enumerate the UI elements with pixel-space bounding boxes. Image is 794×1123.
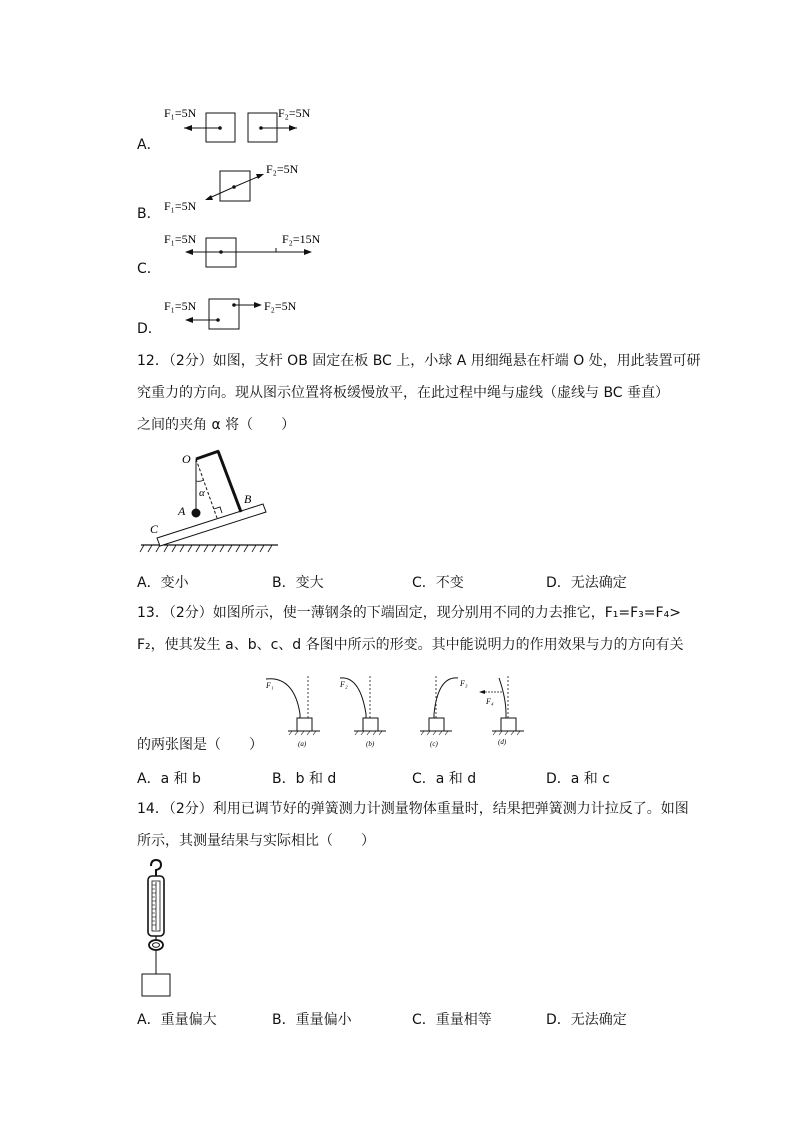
svg-text:F₂=15N: F₂=15N (282, 232, 321, 246)
q12-label-b: B (244, 492, 252, 506)
svg-text:(c): (c) (430, 740, 438, 748)
q11-option-d-diagram (160, 293, 330, 338)
svg-text:F₁=5N: F₁=5N (164, 299, 197, 313)
svg-text:F₁=5N: F₁=5N (164, 199, 197, 213)
q14-option-a[interactable]: A．重量偏大 (137, 1012, 217, 1028)
q11-option-d-letter: D． (137, 321, 162, 337)
q13-fig-a (265, 676, 320, 748)
q12-label-o: O (182, 452, 191, 466)
q13-option-b[interactable]: B．b 和 d (272, 771, 337, 787)
q11-option-b-diagram (160, 158, 330, 218)
svg-text:F₁=5N: F₁=5N (164, 232, 197, 246)
q14-option-d[interactable]: D．无法确定 (546, 1012, 627, 1028)
q12-option-c[interactable]: C．不变 (412, 575, 464, 591)
q13-fig-d (479, 676, 524, 746)
q14-stem-line-2: 所示，其测量结果与实际相比（ ） (137, 833, 375, 849)
q14-stem-line-1: 14．（2分）利用已调节好的弹簧测力计测量物体重量时，结果把弹簧测力计拉反了。如图 (137, 801, 689, 817)
q12-stem-line-3: 之间的夹角 α 将（ ） (137, 417, 296, 433)
q11-option-c-letter: C． (137, 261, 161, 277)
svg-text:F₄: F₄ (486, 697, 494, 706)
q12-option-a[interactable]: A．变小 (137, 575, 189, 591)
q14-spring-scale-figure (138, 858, 183, 1000)
q13-option-c[interactable]: C．a 和 d (412, 771, 477, 787)
q13-stem-line-2: F₂，使其发生 a、b、c、d 各图中所示的形变。其中能说明力的作用效果与力的方向有关 (137, 637, 684, 653)
q13-option-d[interactable]: D．a 和 c (546, 771, 610, 787)
q14-option-c[interactable]: C．重量相等 (412, 1012, 492, 1028)
q13-stem-line-3: 的两张图是（ ） (137, 737, 263, 753)
q12-label-a: A (178, 504, 186, 518)
q11-option-c-diagram (160, 226, 360, 274)
q12-option-d[interactable]: D．无法确定 (546, 575, 627, 591)
svg-text:(b): (b) (366, 740, 375, 748)
svg-text:F₂: F₂ (340, 680, 348, 689)
q11-option-a-diagram (160, 100, 330, 150)
q12-stem-line-2: 究重力的方向。现从图示位置将板缓慢放平，在此过程中绳与虚线（虚线与 BC 垂直） (137, 385, 670, 401)
q12-label-alpha: α (199, 487, 205, 499)
svg-text:F₂=5N: F₂=5N (264, 299, 297, 313)
svg-text:F₂=5N: F₂=5N (266, 162, 299, 176)
q11-a-f2-label: F₂=5N (278, 106, 311, 120)
q13-fig-b (339, 676, 386, 748)
q13-force-relation: F₁=F₃=F₄> (604, 605, 681, 621)
q13-option-a[interactable]: A．a 和 b (137, 771, 201, 787)
q11-option-a-letter: A． (137, 137, 161, 153)
svg-text:F₃: F₃ (460, 679, 468, 688)
svg-text:(d): (d) (498, 738, 507, 746)
q13-fig-c (420, 676, 468, 748)
q11-a-f1-label: F₁=5N (164, 106, 197, 120)
q11-option-b-letter: B． (137, 206, 161, 222)
q12-stem-line-1: 12．（2分）如图，支杆 OB 固定在板 BC 上，小球 A 用细绳悬在杆端 O 处，用此装置可研 (137, 353, 701, 369)
q12-option-b[interactable]: B．变大 (272, 575, 324, 591)
q14-option-b[interactable]: B．重量偏小 (272, 1012, 352, 1028)
svg-text:F₁: F₁ (266, 681, 274, 690)
q12-figure (138, 448, 283, 560)
q13-stem-line-1: 13．（2分）如图所示，使一薄钢条的下端固定，现分别用不同的力去推它，F₁=F₃=F₄> (137, 605, 681, 621)
q12-label-c: C (150, 522, 159, 536)
q13-figure (262, 668, 532, 753)
svg-text:(a): (a) (298, 740, 307, 748)
